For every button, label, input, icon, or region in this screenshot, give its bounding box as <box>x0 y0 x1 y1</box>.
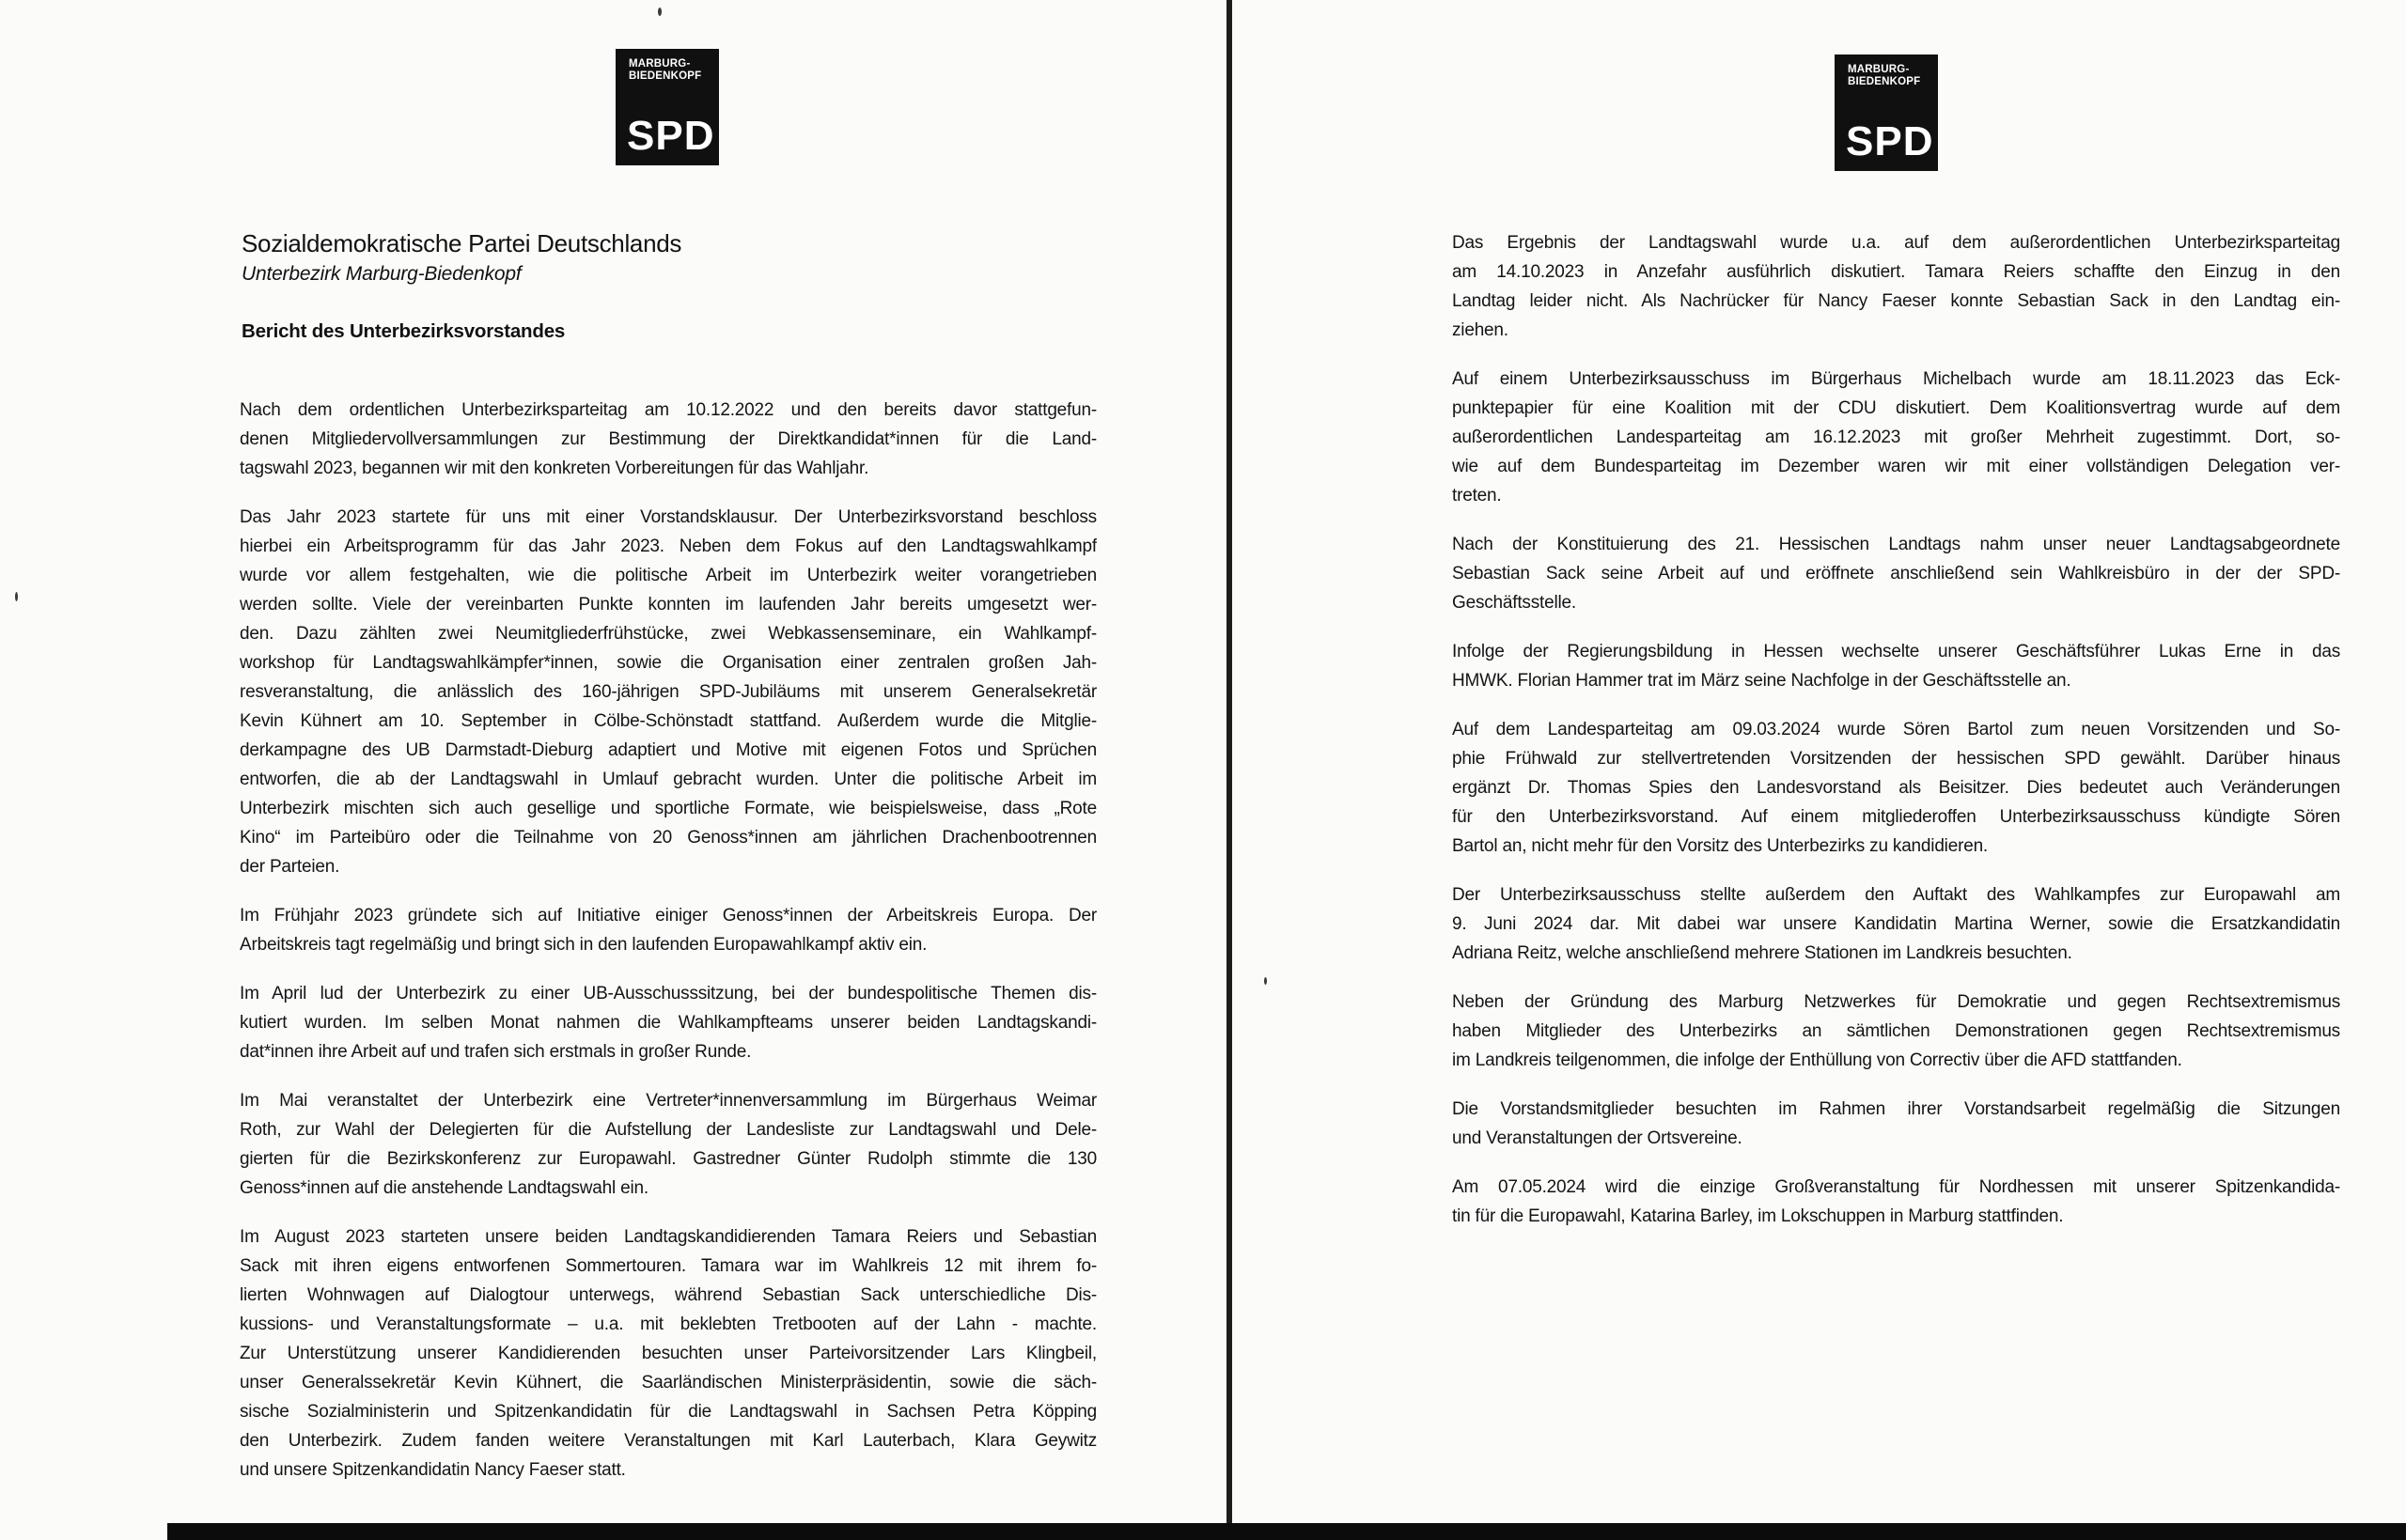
text-line: Bartol an, nicht mehr für den Vorsitz des Unterbezirks zu kandidieren. <box>1452 836 1989 856</box>
paragraph <box>1452 1095 2340 1153</box>
text-line: Im Frühjahr 2023 gründete sich auf Initiative einiger Genoss*innen der Arbeitskreis Europa. Der <box>240 906 1097 926</box>
paragraph <box>240 396 1097 483</box>
scan-edge-bar <box>167 1523 2406 1540</box>
text-line: Kino“ im Parteibüro oder die Teilnahme von 20 Genoss*innen am jährlichen Drachenbootrennen <box>240 828 1097 848</box>
text-line: 9. Juni 2024 dar. Mit dabei war unsere Kandidatin Martina Werner, sowie die Ersatzkandidatin <box>1452 914 2340 934</box>
text-line: Auf dem Landesparteitag am 09.03.2024 wurde Sören Bartol zum neuen Vorsitzenden und So- <box>1452 720 2340 739</box>
text-line: Auf einem Unterbezirksausschuss im Bürgerhaus Michelbach wurde am 18.11.2023 das Eck- <box>1452 369 2340 389</box>
text-line: Der Unterbezirksausschuss stellte außerdem den Auftakt des Wahlkampfes zur Europawahl am <box>1452 885 2340 905</box>
text-line: Genoss*innen auf die anstehende Landtagswahl ein. <box>240 1178 648 1198</box>
text-line: Nach der Konstituierung des 21. Hessischen Landtags nahm unser neuer Landtagsabgeordnete <box>1452 535 2340 554</box>
report-title: Bericht des Unterbezirksvorstandes <box>242 320 566 342</box>
text-line: tagswahl 2023, begannen wir mit den konkreten Vorbereitungen für das Wahljahr. <box>240 459 869 478</box>
text-line: Das Ergebnis der Landtagswahl wurde u.a. auf dem außerordentlichen Unterbezirksparteitag <box>1452 233 2340 253</box>
text-line: Neben der Gründung des Marburg Netzwerkes für Demokratie und gegen Rechtsextremismus <box>1452 992 2340 1012</box>
text-line: Sack mit ihren eigens entworfenen Sommertouren. Tamara war im Wahlkreis 12 mit ihrem fo- <box>240 1256 1097 1276</box>
text-line: Sebastian Sack seine Arbeit auf und eröffnete anschließend sein Wahlkreisbüro in der der SPD- <box>1452 564 2340 583</box>
text-line: gierten für die Bezirkskonferenz zur Europawahl. Gastredner Günter Rudolph stimmte die 130 <box>240 1149 1097 1169</box>
text-line: treten. <box>1452 486 1502 506</box>
org-subunit: Unterbezirk Marburg-Biedenkopf <box>242 263 522 285</box>
text-line: Nach dem ordentlichen Unterbezirksparteitag am 10.12.2022 und den bereits davor stattgefun- <box>240 400 1097 420</box>
paragraph <box>1452 637 2340 695</box>
text-line: Roth, zur Wahl der Delegierten für die Aufstellung der Landesliste zur Landtagswahl und Dele- <box>240 1120 1097 1140</box>
text-line: punktepapier für eine Koalition mit der CDU diskutiert. Dem Koalitionsvertrag wurde auf dem <box>1452 398 2340 418</box>
text-line: dat*innen ihre Arbeit auf und trafen sich erstmals in großer Runde. <box>240 1042 752 1062</box>
text-line: der Parteien. <box>240 857 340 877</box>
text-line: resveranstaltung, die anlässlich des 160-jährigen SPD-Jubiläums mit unserem Generalsekretär <box>240 682 1097 702</box>
text-line: Infolge der Regierungsbildung in Hessen wechselte unserer Geschäftsführer Lukas Erne in das <box>1452 642 2340 661</box>
paragraph <box>1452 715 2340 861</box>
text-line: Im Mai veranstaltet der Unterbezirk eine Vertreter*innenversammlung im Bürgerhaus Weimar <box>240 1091 1097 1111</box>
text-line: Am 07.05.2024 wird die einzige Großveranstaltung für Nordhessen mit unserer Spitzenkandida- <box>1452 1177 2340 1197</box>
text-line: wurde vor allem festgehalten, wie die politische Arbeit im Unterbezirk weiter vorangetrieben <box>240 566 1097 585</box>
paragraph <box>1452 988 2340 1075</box>
paragraph <box>1452 880 2340 968</box>
text-line: ergänzt Dr. Thomas Spies den Landesvorstand als Beisitzer. Dies bedeutet auch Veränderungen <box>1452 778 2340 798</box>
paragraph <box>240 1222 1097 1485</box>
text-line: wie auf dem Bundesparteitag im Dezember waren wir mit einer vollständigen Delegation ver- <box>1452 457 2340 476</box>
text-line: Geschäftsstelle. <box>1452 593 1576 613</box>
text-line: HMWK. Florian Hammer trat im März seine Nachfolge in der Geschäftsstelle an. <box>1452 671 2071 691</box>
text-line: Adriana Reitz, welche anschließend mehrere Stationen im Landkreis besuchten. <box>1452 943 2072 963</box>
logo-region-text <box>1835 54 1938 88</box>
text-line: entworfen, die ab der Landtagswahl in Umlauf gebracht wurden. Unter die politische Arbeit im <box>240 770 1097 789</box>
paragraph <box>1452 530 2340 617</box>
logo-region-line2: BIEDENKOPF <box>1848 76 1921 87</box>
text-line: tin für die Europawahl, Katarina Barley, im Lokschuppen in Marburg stattfinden. <box>1452 1206 2064 1226</box>
text-line: Unterbezirk mischten sich auch gesellige und sportliche Formate, wie beispielsweise, dass „Rote <box>240 799 1097 818</box>
text-line: im Landkreis teilgenommen, die infolge der Enthüllung von Correctiv über die AFD stattfanden. <box>1452 1050 2182 1070</box>
text-line: Zur Unterstützung unserer Kandidierenden besuchten unser Parteivorsitzender Lars Klingbeil, <box>240 1344 1097 1363</box>
text-line: Die Vorstandsmitglieder besuchten im Rahmen ihrer Vorstandsarbeit regelmäßig die Sitzungen <box>1452 1099 2340 1119</box>
logo-region-line2: BIEDENKOPF <box>629 70 702 82</box>
paragraph <box>240 1086 1097 1203</box>
scan-speck <box>658 8 662 16</box>
text-line: hierbei ein Arbeitsprogramm für das Jahr 2023. Neben dem Fokus auf den Landtagswahlkampf <box>240 537 1097 556</box>
document-header <box>242 228 1099 343</box>
text-line: lierten Wohnwagen auf Dialogtour unterwegs, während Sebastian Sack unterschiedliche Dis- <box>240 1285 1097 1305</box>
text-line: den. Dazu zählten zwei Neumitgliederfrühstücke, zwei Webkassenseminare, ein Wahlkampf- <box>240 624 1097 644</box>
text-line: am 14.10.2023 in Anzefahr ausführlich diskutiert. Tamara Reiers schaffte den Einzug in den <box>1452 262 2340 282</box>
text-line: denen Mitgliedervollversammlungen zur Bestimmung der Direktkandidat*innen für die Land- <box>240 429 1097 449</box>
paragraph <box>240 503 1097 881</box>
text-line: sische Sozialministerin und Spitzenkandidatin für die Landtagswahl in Sachsen Petra Köpping <box>240 1402 1097 1422</box>
logo-region-text <box>616 49 719 83</box>
paragraph <box>1452 228 2340 345</box>
right-page-body <box>1452 228 2340 1251</box>
text-line: Im April lud der Unterbezirk zu einer UB-Ausschusssitzung, bei der bundespolitische Themen dis- <box>240 984 1097 1003</box>
spd-logo <box>616 49 719 165</box>
text-line: unser Generalssekretär Kevin Kühnert, die Saarländischen Ministerpräsidentin, sowie die säch- <box>240 1373 1097 1392</box>
paragraph <box>240 979 1097 1066</box>
text-line: haben Mitglieder des Unterbezirks an sämtlichen Demonstrationen gegen Rechtsextremismus <box>1452 1021 2340 1041</box>
text-line: Im August 2023 starteten unsere beiden Landtagskandidierenden Tamara Reiers und Sebastian <box>240 1227 1097 1247</box>
text-line: Landtag leider nicht. Als Nachrücker für Nancy Faeser konnte Sebastian Sack in den Landtag ein- <box>1452 291 2340 311</box>
text-line: den Unterbezirk. Zudem fanden weitere Veranstaltungen mit Karl Lauterbach, Klara Geywitz <box>240 1431 1097 1451</box>
text-line: kutiert wurden. Im selben Monat nahmen die Wahlkampfteams unserer beiden Landtagskandi- <box>240 1013 1097 1033</box>
left-page-body <box>240 396 1097 1504</box>
spd-logo <box>1835 54 1938 171</box>
text-line: Das Jahr 2023 startete für uns mit einer Vorstandsklausur. Der Unterbezirksvorstand beschloss <box>240 507 1097 527</box>
text-line: außerordentlichen Landesparteitag am 16.12.2023 mit großer Mehrheit zugestimmt. Dort, so- <box>1452 428 2340 447</box>
page-gutter-line <box>1226 0 1232 1540</box>
paragraph <box>240 901 1097 959</box>
logo-party-name: SPD <box>1846 118 1934 164</box>
paragraph <box>1452 1173 2340 1231</box>
text-line: und Veranstaltungen der Ortsvereine. <box>1452 1128 1742 1148</box>
logo-region-line1: MARBURG- <box>1848 64 1910 75</box>
org-name: Sozialdemokratische Partei Deutschlands <box>242 229 682 257</box>
text-line: werden sollte. Viele der vereinbarten Punkte konnten im laufenden Jahr bereits umgesetzt wer- <box>240 595 1097 614</box>
text-line: ziehen. <box>1452 320 1508 340</box>
text-line: derkampagne des UB Darmstadt-Dieburg adaptiert und Motive mit eigenen Fotos und Sprüchen <box>240 740 1097 760</box>
paragraph <box>1452 365 2340 510</box>
text-line: Arbeitskreis tagt regelmäßig und bringt sich in den laufenden Europawahlkampf aktiv ein. <box>240 935 928 955</box>
scan-speck <box>1264 977 1267 985</box>
text-line: Kevin Kühnert am 10. September in Cölbe-Schönstadt stattfand. Außerdem wurde die Mitglie- <box>240 711 1097 731</box>
scan-speck <box>15 592 18 601</box>
text-line: workshop für Landtagswahlkämpfer*innen, sowie die Organisation einer zentralen großen Jah- <box>240 653 1097 673</box>
logo-region-line1: MARBURG- <box>629 58 691 70</box>
text-line: phie Frühwald zur stellvertretenden Vorsitzenden der hessischen SPD gewählt. Darüber hinaus <box>1452 749 2340 769</box>
text-line: für den Unterbezirksvorstand. Auf einem mitgliederoffen Unterbezirksausschuss kündigte Sören <box>1452 807 2340 827</box>
text-line: und unsere Spitzenkandidatin Nancy Faeser statt. <box>240 1460 626 1480</box>
text-line: kussions- und Veranstaltungsformate – u.a. mit beklebten Tretbooten auf der Lahn - machte. <box>240 1314 1097 1334</box>
logo-party-name: SPD <box>627 113 715 159</box>
